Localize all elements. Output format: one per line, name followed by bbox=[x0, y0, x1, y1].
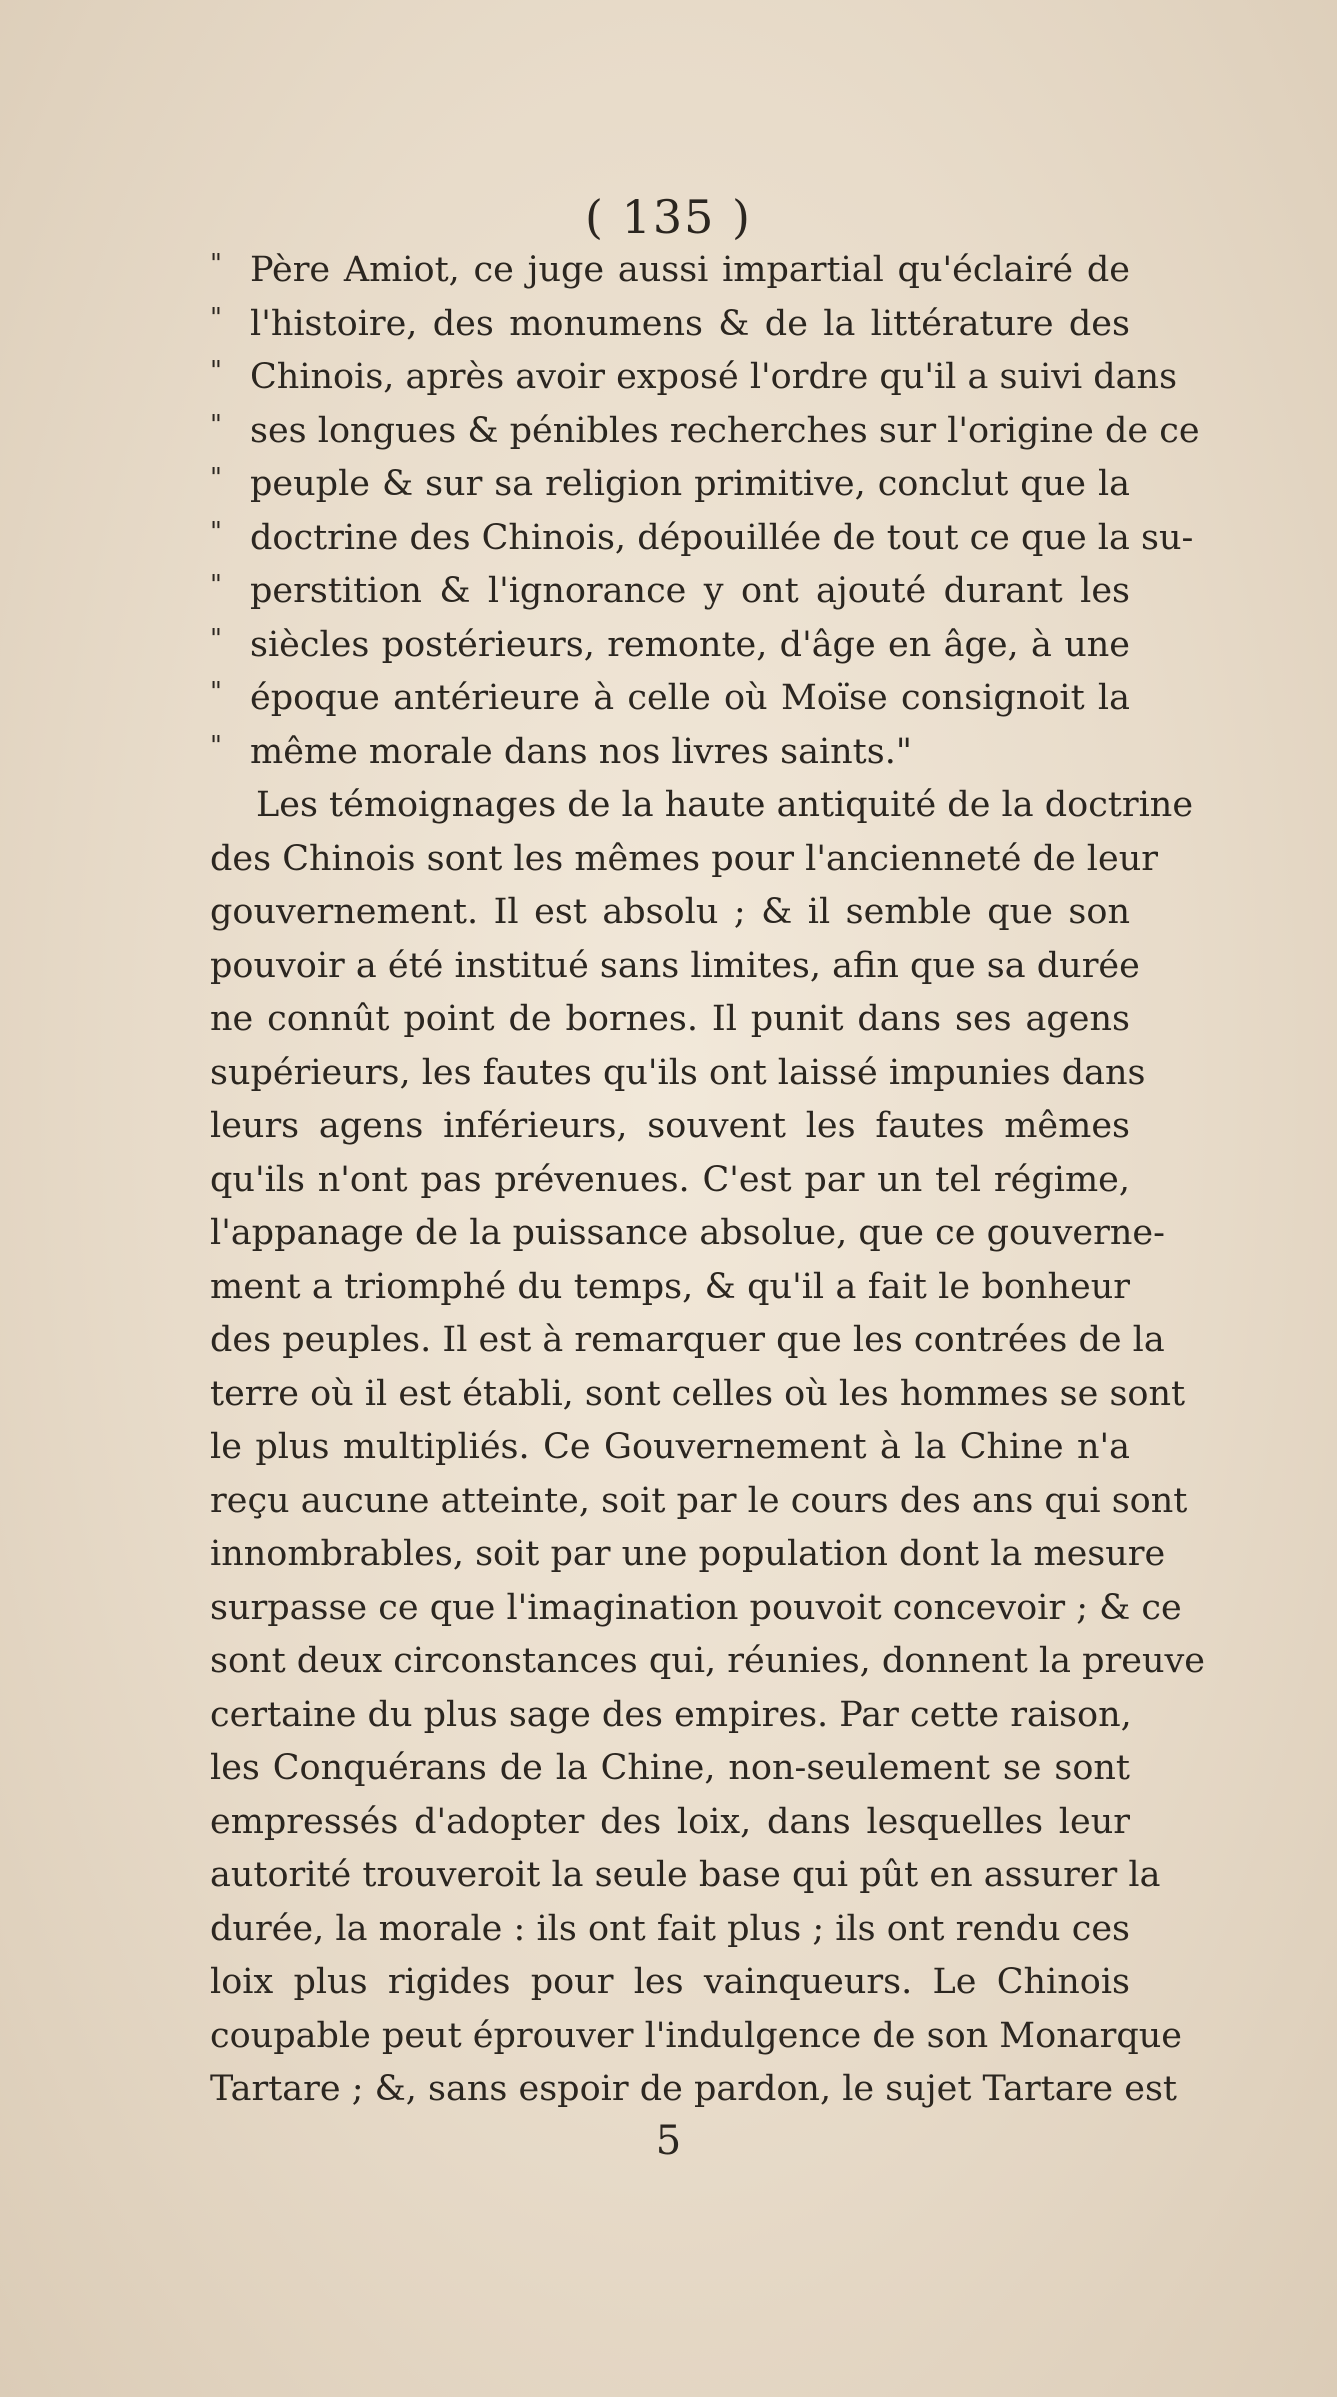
paragraph-line: loix plus rigides pour les vainqueurs. Le Chinois bbox=[210, 1962, 1130, 2002]
quote-mark: " bbox=[210, 356, 222, 386]
paragraph-line: l'appanage de la puissance absolue, que ce gouverne- bbox=[210, 1213, 1165, 1253]
paragraph-line: Les témoignages de la haute antiquité de la doctrine bbox=[256, 785, 1194, 825]
quote-line-text: même morale dans nos livres saints." bbox=[250, 731, 912, 772]
paragraph-line: empressés d'adopter des loix, dans lesquelles leur bbox=[210, 1801, 1130, 1842]
paragraph-line: les Conquérans de la Chine, non-seulement se sont bbox=[210, 1748, 1130, 1788]
paragraph-line: sont deux circonstances qui, réunies, donnent la preuve bbox=[210, 1641, 1205, 1681]
quote-line-text: ses longues & pénibles recherches sur l'origine de ce bbox=[250, 410, 1200, 451]
quote-line bbox=[210, 726, 1130, 780]
paragraph-line: Tartare ; &, sans espoir de pardon, le sujet Tartare est bbox=[210, 2069, 1177, 2109]
paragraph-line: le plus multipliés. Ce Gouvernement à la Chine n'a bbox=[210, 1427, 1130, 1467]
quote-line bbox=[210, 512, 1194, 566]
quote-line bbox=[210, 619, 1130, 673]
paragraph-line: surpasse ce que l'imagination pouvoit concevoir ; & ce bbox=[210, 1587, 1182, 1628]
paragraph-line: des peuples. Il est à remarquer que les contrées de la bbox=[210, 1320, 1165, 1360]
quote-line bbox=[210, 405, 1200, 459]
quote-line bbox=[210, 244, 1130, 298]
paragraph-line: durée, la morale : ils ont fait plus ; ils ont rendu ces bbox=[210, 1908, 1130, 1949]
quote-mark: " bbox=[210, 677, 222, 707]
paragraph-line: supérieurs, les fautes qu'ils ont laissé impunies dans bbox=[210, 1052, 1146, 1093]
paragraph-line: ne connût point de bornes. Il punit dans ses agens bbox=[210, 999, 1130, 1039]
page-number-header: ( 135 ) bbox=[585, 190, 752, 244]
paragraph-line: pouvoir a été institué sans limites, afin que sa durée bbox=[210, 945, 1140, 986]
quote-line bbox=[210, 458, 1130, 512]
text-block bbox=[210, 244, 1205, 2117]
paragraph-line: coupable peut éprouver l'indulgence de son Monarque bbox=[210, 2015, 1183, 2056]
quote-mark: " bbox=[210, 409, 222, 440]
paragraph-line: gouvernement. Il est absolu ; & il semble que son bbox=[210, 892, 1130, 932]
paragraph-line: autorité trouveroit la seule base qui pût en assurer la bbox=[210, 1855, 1161, 1895]
quote-line-text: époque antérieure à celle où Moïse consignoit la bbox=[250, 678, 1130, 718]
paragraph-line: qu'ils n'ont pas prévenues. C'est par un tel régime, bbox=[210, 1159, 1130, 1200]
quote-mark: " bbox=[210, 570, 222, 600]
paragraph-line: ment a triomphé du temps, & qu'il a fait le bonheur bbox=[210, 1266, 1130, 1307]
quote-line-text: doctrine des Chinois, dépouillée de tout ce que la su- bbox=[250, 517, 1194, 558]
quote-line bbox=[210, 672, 1130, 726]
quote-mark: " bbox=[210, 302, 222, 333]
quote-line-text: peuple & sur sa religion primitive, conclut que la bbox=[250, 464, 1130, 504]
quote-mark: " bbox=[210, 463, 222, 493]
quote-mark: " bbox=[210, 249, 222, 279]
paragraph-line: certaine du plus sage des empires. Par cette raison, bbox=[210, 1694, 1132, 1735]
quote-line bbox=[210, 298, 1130, 352]
quote-mark: " bbox=[210, 623, 222, 654]
quote-line-text: l'histoire, des monumens & de la littérature des bbox=[250, 303, 1130, 344]
quote-line-text: Père Amiot, ce juge aussi impartial qu'éclairé de bbox=[250, 250, 1130, 290]
quote-line-text: Chinois, après avoir exposé l'ordre qu'il a suivi dans bbox=[250, 357, 1178, 397]
paragraph-line: innombrables, soit par une population dont la mesure bbox=[210, 1534, 1166, 1574]
paragraph-line: des Chinois sont les mêmes pour l'ancienneté de leur bbox=[210, 838, 1158, 879]
quote-mark: " bbox=[210, 516, 222, 547]
paragraph-line: reçu aucune atteinte, soit par le cours des ans qui sont bbox=[210, 1480, 1188, 1521]
quote-line-text: siècles postérieurs, remonte, d'âge en âge, à une bbox=[250, 624, 1130, 665]
paragraph-line: terre où il est établi, sont celles où les hommes se sont bbox=[210, 1373, 1186, 1414]
quote-mark: " bbox=[210, 730, 222, 761]
quote-line bbox=[210, 565, 1130, 619]
quote-line-text: perstition & l'ignorance y ont ajouté durant les bbox=[250, 571, 1130, 611]
quote-line bbox=[210, 351, 1178, 405]
paragraph-line: leurs agens inférieurs, souvent les fautes mêmes bbox=[210, 1106, 1130, 1146]
signature-mark: 5 bbox=[655, 2118, 682, 2164]
